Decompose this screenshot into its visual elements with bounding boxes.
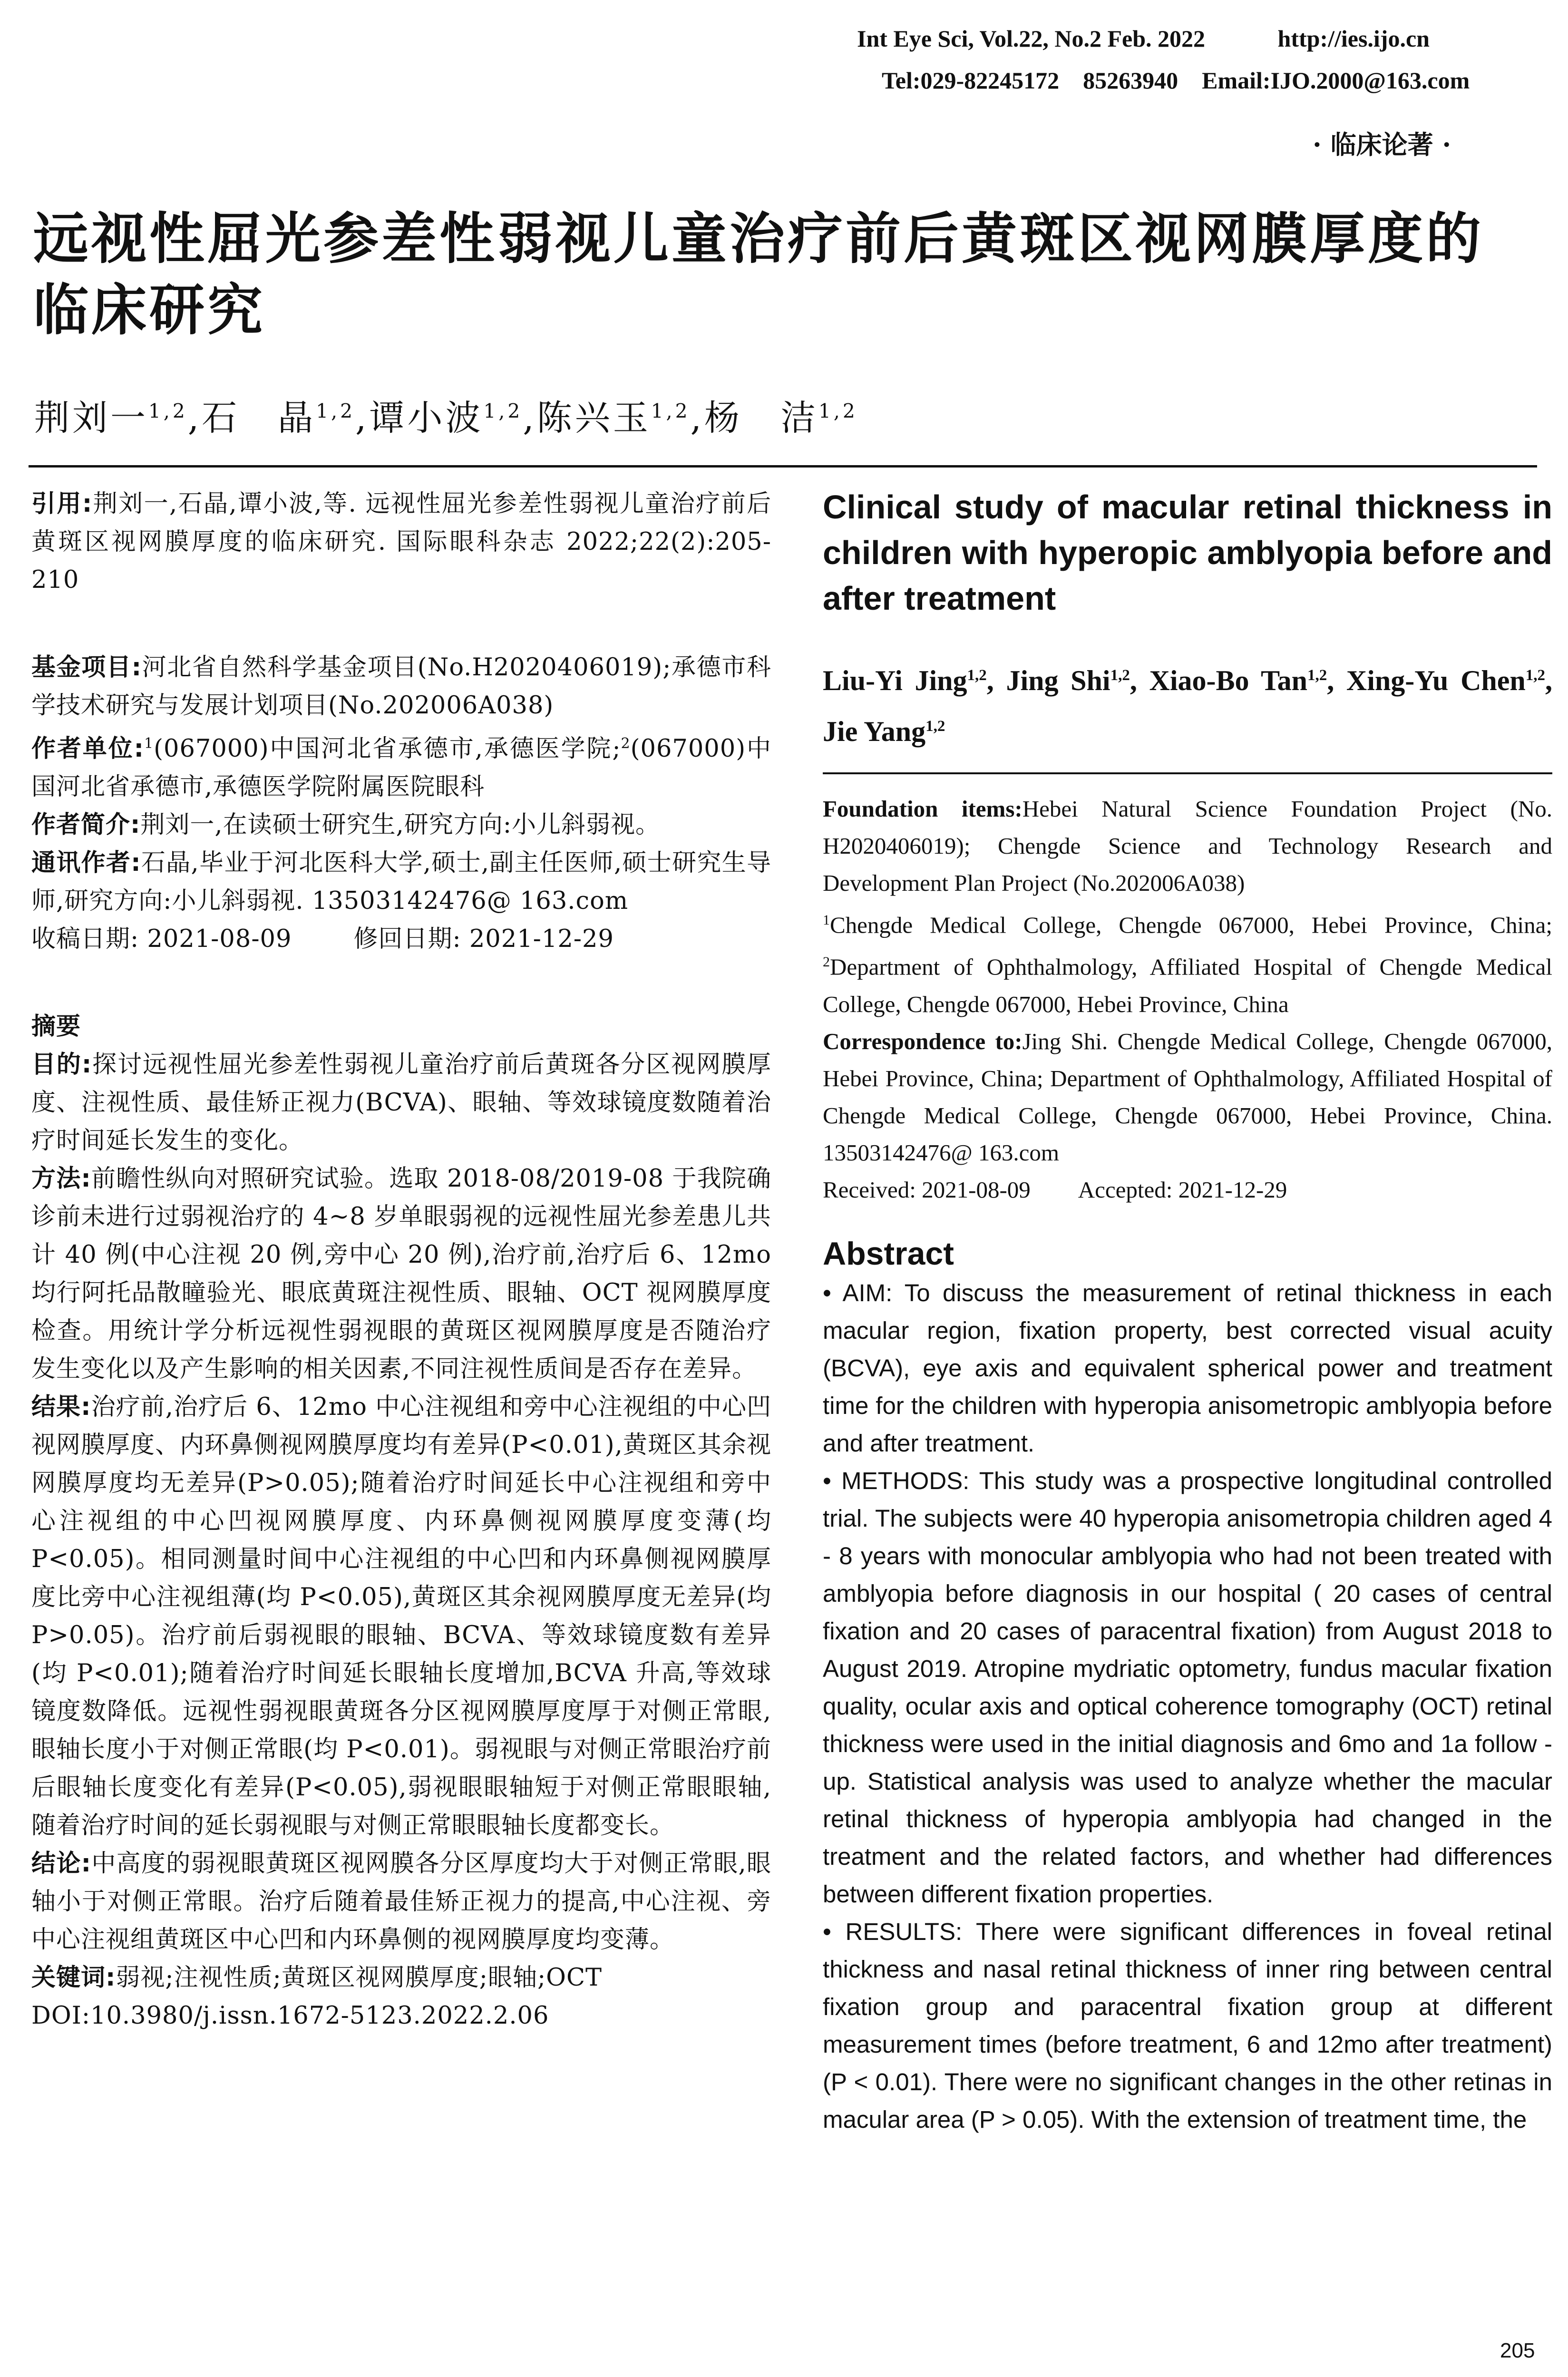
conclusion-cn: 结论:中高度的弱视眼黄斑区视网膜各分区厚度均大于对侧正常眼,眼轴小于对侧正常眼。治疗后随着最佳矫正视力的提高,中心注视、旁中心注视组黄斑区中心凹和内环鼻侧的视网膜厚度均变薄。: [31, 1850, 771, 1954]
authors-cn: 荆刘一$^{1,2}$,石 晶$^{1,2}$,谭小波$^{1,2}$,陈兴玉$^{1,2}$,杨 洁$^{1,2}$: [34, 398, 858, 438]
author-en: Liu-Yi Jing$^{1,2}$: [823, 665, 987, 696]
correspondence-block: 通讯作者:石晶,毕业于河北医科大学,硕士,副主任医师,硕士研究生导师,研究方向:小儿斜弱视. 13503142476@ 163.com: [31, 849, 771, 915]
right-column: [823, 484, 1552, 2138]
doi[interactable]: DOI:10.3980/j.issn.1672-5123.2022.2.06: [31, 2002, 549, 2030]
paper-title-en: Clinical study of macular retinal thickness in children with hyperopic amblyopia before and after treatment: [823, 488, 1552, 617]
authors-rule: [823, 772, 1552, 774]
author-cn: 谭小波$^{1,2}$: [369, 398, 523, 438]
section-tag: · 临床论著 ·: [1313, 129, 1451, 160]
left-column: [31, 485, 771, 2035]
revised-date: 修回日期: 2021-12-29: [353, 925, 614, 953]
aim-cn: 目的:探讨远视性屈光参差性弱视儿童治疗前后黄斑各分区视网膜厚度、注视性质、最佳矫正视力(BCVA)、眼轴、等效球镜度数随着治疗时间延长发生的变化。: [31, 1051, 771, 1155]
fund-block: 基金项目:河北省自然科学基金项目(No.H2020406019);承德市科学技术研究与发展计划项目(No.202006A038): [31, 653, 771, 720]
aim-en: • AIM: To discuss the measurement of retinal thickness in each macular region, fixation property, best corrected visual acuity (BCVA), eye axis and equivalent spherical power and treatment time for the children with hyperopia anisometropic amblyopia before and after treatment.: [823, 1279, 1552, 1457]
methods-cn: 方法:前瞻性纵向对照研究试验。选取 2018-08/2019-08 于我院确诊前未进行过弱视治疗的 4~8 岁单眼弱视的远视性屈光参差患儿共计 40 例(中心注视 20 例,旁中心 20 例),治疗前,治疗后 6、12mo 均行阿托品散瞳验光、眼底黄斑注视性质、眼轴、OCT 视网膜厚度检查。用统计学分析远视性弱视眼的黄斑区视网膜厚度是否随治疗发生变化以及产生影响的相关因素,不同注视性质间是否存在差异。: [31, 1165, 771, 1383]
results-cn: 结果:治疗前,治疗后 6、12mo 中心注视组和旁中心注视组的中心凹视网膜厚度、内环鼻侧视网膜厚度均有差异(P<0.01),黄斑区其余视网膜厚度均无差异(P>0.05);随着治疗时间延长中心注视组和旁中心注视组的中心凹视网膜厚度、内环鼻侧视网膜厚度变薄(均 P<0.05)。相同测量时间中心注视组的中心凹和内环鼻侧视网膜厚度比旁中心注视组薄(均 P<0.05),黄斑区其余视网膜厚度无差异(均 P>0.05)。治疗前后弱视眼的眼轴、BCVA、等效球镜度数有差异(均 P<0.01);随着治疗时间延长眼轴长度增加,BCVA 升高,等效球镜度数降低。远视性弱视眼黄斑各分区视网膜厚度厚于对侧正常眼,眼轴长度小于对侧正常眼(均 P<0.01)。弱视眼与对侧正常眼治疗前后眼轴长度变化有差异(P<0.05),弱视眼眼轴短于对侧正常眼眼轴,随着治疗时间的延长弱视眼与对侧正常眼眼轴长度都变长。: [31, 1393, 772, 1840]
journal-url[interactable]: http://ies.ijo.cn: [1277, 25, 1430, 52]
author-en: Xiao-Bo Tan$^{1,2}$: [1149, 665, 1327, 696]
journal-info: [857, 25, 1430, 52]
author-en: Jie Yang$^{1,2}$: [823, 716, 945, 747]
author-cn: 荆刘一$^{1,2}$: [34, 398, 188, 438]
methods-en: • METHODS: This study was a prospective longitudinal controlled trial. The subjects were 40 hyperopia anisometropia children aged 4 - 8 years with monocular amblyopia who had not been treated with amblyopia before diagnosis in our hospital ( 20 cases of central fixation and 20 cases of paracentral fixation) from August 2018 to August 2019. Atropine mydriatic optometry, fundus macular fixation quality, ocular axis and optical coherence tomography (OCT) retinal thickness were used in the initial diagnosis and 6mo and 1a follow - up. Statistical analysis was used to analyze whether the macular retinal thickness of hyperopia amblyopia had changed in the treatment and the related factors, and whether had differences between different fixation properties.: [823, 1467, 1552, 1908]
results-en: • RESULTS: There were significant differences in foveal retinal thickness and nasal retinal thickness of inner ring between central fixation group and paracentral fixation group at different measurement times (before treatment, 6 and 12mo after treatment) (P < 0.01). There were no significant changes in the other retinas in macular area (P > 0.05). With the extension of treatment time, the: [823, 1918, 1553, 2133]
correspondence-en: Correspondence to:Jing Shi. Chengde Medical College, Chengde 067000, Hebei Province, China; Department of Ophthalmology, Affiliated Hospital of Chengde Medical College, Chengde 067000, Hebei Province, China. 13503142476@ 163.com: [823, 1028, 1553, 1166]
author-cn: 陈兴玉$^{1,2}$: [536, 398, 691, 438]
author-cn: 杨 洁$^{1,2}$: [704, 398, 858, 438]
author-en: Xing-Yu Chen$^{1,2}$: [1346, 665, 1546, 696]
dates-block: [31, 920, 771, 958]
keywords-cn: 关键词:弱视;注视性质;黄斑区视网膜厚度;眼轴;OCT: [31, 1964, 602, 1992]
abstract-heading: Abstract: [823, 1235, 954, 1272]
page-number: 205: [1500, 2339, 1535, 2362]
dates-en: [823, 1171, 1552, 1208]
received-date-en: Received: 2021-08-09: [823, 1176, 1031, 1203]
received-date: 收稿日期: 2021-08-09: [31, 925, 292, 953]
top-rule: [29, 465, 1537, 468]
paper-title-cn: 远视性屈光参差性弱视儿童治疗前后黄斑区视网膜厚度的临床研究: [33, 207, 1484, 342]
citation-block: 引用:荆刘一,石晶,谭小波,等. 远视性屈光参差性弱视儿童治疗前后黄斑区视网膜厚度的临床研究. 国际眼科杂志 2022;22(2):205-210: [31, 490, 771, 594]
bio-block: 作者简介:荆刘一,在读硕士研究生,研究方向:小儿斜弱视。: [31, 811, 661, 839]
accepted-date-en: Accepted: 2021-12-29: [1078, 1176, 1287, 1203]
abstract-label-cn: 摘要: [31, 1013, 81, 1041]
authors-en: Liu-Yi Jing$^{1,2}$, Jing Shi$^{1,2}$, Xiao-Bo Tan$^{1,2}$, Xing-Yu Chen$^{1,2}$, Jie Yang$^{1,2}$: [823, 665, 1553, 747]
author-en: Jing Shi$^{1,2}$: [1006, 665, 1130, 696]
foundation-en: Foundation items:Hebei Natural Science Foundation Project (No. H2020406019); Chengde Science and Technology Research and Development Plan Project (No.202006A038): [823, 796, 1552, 896]
unit-block: 作者单位:$^1$(067000)中国河北省承德市,承德医学院;$^2$(067000)中国河北省承德市,承德医学院附属医院眼科: [31, 735, 771, 801]
journal-citation: Int Eye Sci, Vol.22, No.2 Feb. 2022: [857, 25, 1206, 52]
journal-contact: Tel:029-82245172 85263940 Email:IJO.2000@163.com: [882, 67, 1470, 94]
author-cn: 石 晶$^{1,2}$: [202, 398, 355, 438]
affiliations-en: $^1$Chengde Medical College, Chengde 067000, Hebei Province, China; $^2$Department of Ophthalmology, Affiliated Hospital of Chengde Medical College, Chengde 067000, Hebei Province, China: [823, 912, 1552, 1017]
